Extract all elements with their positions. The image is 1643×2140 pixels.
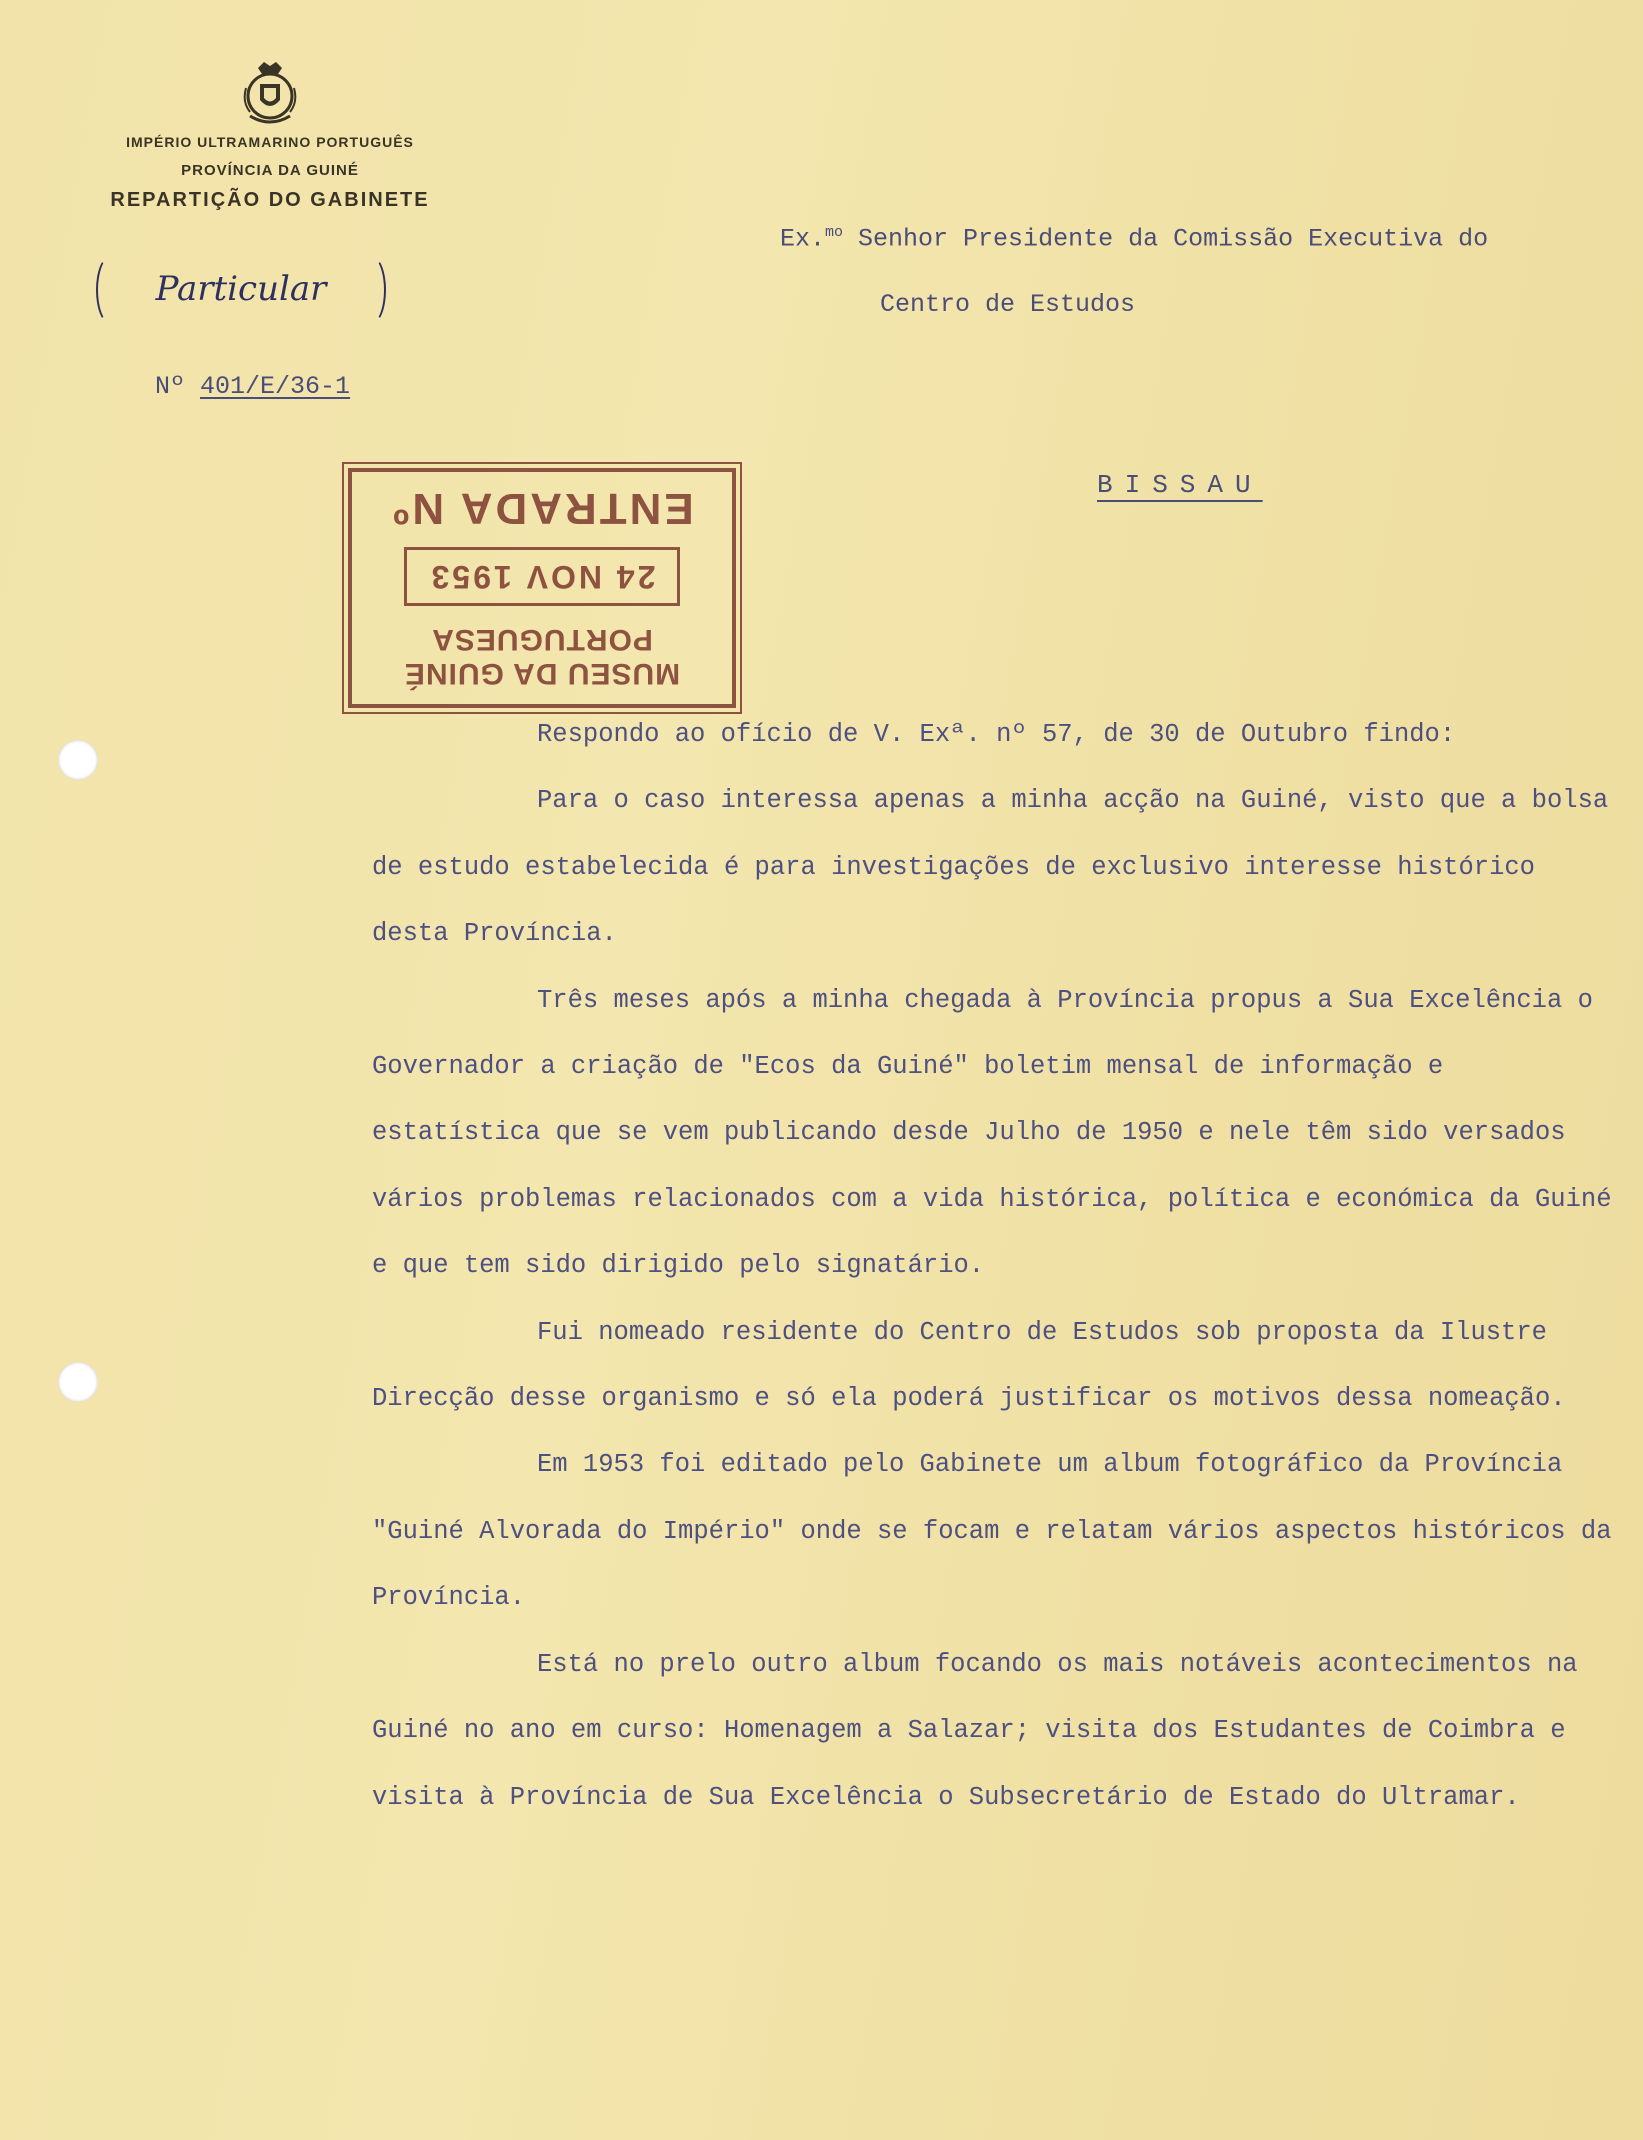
addressee-line2: Centro de Estudos	[880, 290, 1136, 320]
paragraph-3: Três meses após a minha chegada à Província propus a Sua Excelência o Governador a criação de "Ecos da Guiné" boletim mensal de informação e estatística que se vem publicando desde Julho de 1950 e nele têm sido versados vários problemas relacionados com a vida histórica, política e económica da Guiné e que tem sido dirigido pelo signatário.	[372, 985, 1612, 1281]
punch-hole-bottom	[58, 1362, 98, 1402]
reference-number	[155, 372, 350, 401]
entry-stamp	[348, 468, 736, 708]
stamp-entry: ENTRADA Nº	[390, 484, 694, 533]
addressee	[780, 200, 1488, 338]
reference-value: 401/E/36-1	[200, 372, 351, 401]
coat-of-arms-icon	[238, 58, 302, 130]
reference-prefix: Nº	[155, 372, 186, 401]
letterhead-province: PROVÍNCIA DA GUINÉ	[181, 162, 359, 179]
letterhead	[70, 58, 470, 212]
stamp-institution: MUSEU DA GUINÉ PORTUGUESA	[403, 623, 681, 690]
paragraph-6: Está no prelo outro album focando os mais notáveis acontecimentos na Guiné no ano em curso: Homenagem a Salazar; visita dos Estudantes de Coimbra e visita à Província de Sua Excelência o Subsecretário de Estado do Ultramar.	[372, 1649, 1578, 1812]
addressee-title: Ex.	[780, 224, 826, 254]
handwritten-note-text: Particular	[155, 269, 327, 309]
addressee-title-sup: mo	[825, 224, 844, 241]
handwritten-note	[96, 254, 386, 324]
paragraph-4: Fui nomeado residente do Centro de Estudos sob proposta da Ilustre Direcção desse organismo e só ela poderá justificar os motivos dessa nomeação.	[372, 1317, 1566, 1414]
letterhead-department: REPARTIÇÃO DO GABINETE	[110, 189, 430, 211]
paragraph-2: Para o caso interessa apenas a minha acção na Guiné, visto que a bolsa de estudo estabelecida é para investigações de exclusivo interesse histórico desta Província.	[372, 786, 1609, 949]
city-heading: BISSAU	[1097, 470, 1263, 500]
letter-body	[372, 702, 1622, 1831]
punch-hole-top	[58, 740, 98, 780]
stamp-date: 24 NOV 1953	[404, 547, 681, 606]
addressee-line1: Senhor Presidente da Comissão Executiva do	[843, 224, 1489, 254]
letterhead-empire: IMPÉRIO ULTRAMARINO PORTUGUÊS	[126, 134, 414, 150]
paragraph-5: Em 1953 foi editado pelo Gabinete um album fotográfico da Província "Guiné Alvorada do Império" onde se focam e relatam vários aspectos históricos da Província.	[372, 1450, 1612, 1613]
paragraph-1: Respondo ao ofício de V. Exª. nº 57, de 30 de Outubro findo:	[537, 720, 1456, 749]
